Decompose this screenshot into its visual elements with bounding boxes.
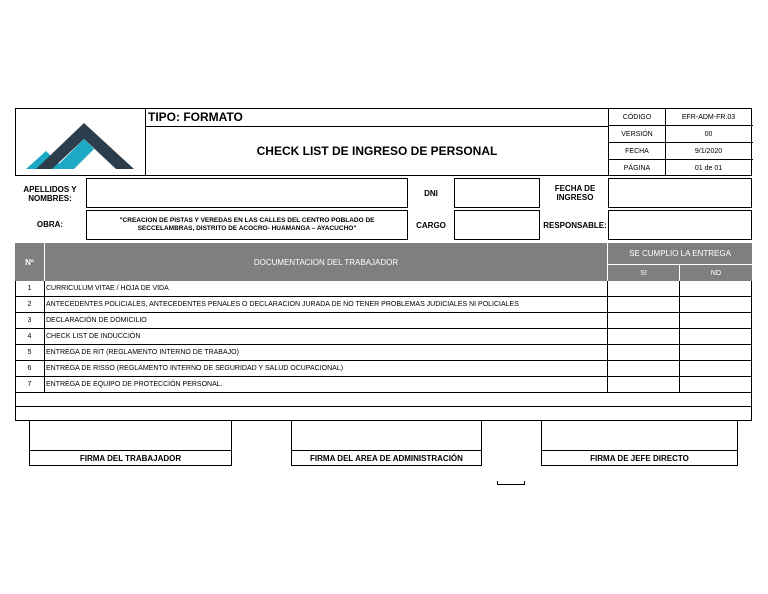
firma-administracion-box[interactable] (291, 420, 482, 466)
no-cell[interactable] (679, 297, 752, 312)
apellidos-field[interactable] (86, 178, 408, 208)
no-cell[interactable] (679, 377, 752, 392)
table-row (15, 313, 752, 329)
row-number: 5 (27, 349, 32, 356)
meta-table (608, 108, 752, 176)
row-text: CURRICULUM VITAE / HOJA DE VIDA (44, 281, 607, 296)
table-left-edge (15, 281, 16, 421)
dni-label: DNI (424, 188, 438, 198)
no-cell[interactable] (679, 281, 752, 296)
page-title: CHECK LIST DE INGRESO DE PERSONAL (256, 144, 498, 158)
obra-field[interactable] (86, 210, 408, 240)
obra-label: OBRA: (36, 219, 64, 229)
page-mark (497, 481, 525, 485)
responsable-field[interactable] (608, 210, 752, 240)
table-right-edge (751, 281, 752, 421)
apellidos-label: APELLIDOS Y NOMBRES: (23, 185, 77, 203)
cargo-field[interactable] (454, 210, 540, 240)
responsable-label: RESPONSABLE: (543, 220, 607, 230)
row-text: ENTREGA DE RISSO (REGLAMENTO INTERNO DE SEGURIDAD Y SALUD OCUPACIONAL) (44, 361, 607, 376)
row-number: 2 (27, 301, 32, 308)
row-text: DECLARACIÓN DE DOMICILIO (44, 313, 607, 328)
table-row (15, 281, 752, 297)
meta-value: 00 (704, 130, 713, 138)
meta-row (609, 160, 753, 176)
meta-row (609, 109, 753, 126)
row-text: ANTECEDENTES POLICIALES, ANTECEDENTES PENALES O DECLARACION JURADA DE NO TENER PROBLEMAS JUDICIALES NI POLICIALES (44, 297, 607, 312)
firma-trabajador-label: FIRMA DEL TRABAJADOR (79, 454, 182, 463)
col-si-header: SI (608, 265, 679, 281)
si-cell[interactable] (607, 377, 679, 392)
si-cell[interactable] (607, 297, 679, 312)
row-number: 1 (27, 285, 32, 292)
cargo-label: CARGO (416, 220, 446, 230)
table-row (15, 377, 752, 393)
table-row (15, 297, 752, 313)
no-cell[interactable] (679, 313, 752, 328)
table-row (15, 329, 752, 345)
col-doc-header: DOCUMENTACION DEL TRABAJADOR (45, 243, 607, 281)
meta-value: 9/1/2020 (694, 147, 723, 155)
meta-row (609, 143, 753, 160)
no-cell[interactable] (679, 329, 752, 344)
no-cell[interactable] (679, 361, 752, 376)
row-text: CHECK LIST DE INDUCCIÓN (44, 329, 607, 344)
si-cell[interactable] (607, 281, 679, 296)
meta-label: CÓDIGO (609, 109, 666, 125)
firma-trabajador-box[interactable] (29, 420, 232, 466)
meta-label: VERSIÓN (609, 126, 666, 142)
firma-jefe-label: FIRMA DE JEFE DIRECTO (590, 454, 689, 463)
firma-jefe-box[interactable] (541, 420, 738, 466)
si-cell[interactable] (607, 329, 679, 344)
col-entrega-header: SE CUMPLIO LA ENTREGA (608, 243, 752, 264)
obra-value: "CREACION DE PISTAS Y VEREDAS EN LAS CALLES DEL CENTRO POBLADO DE SECCELAMBRAS, DISTRITO DE ACOCRO- HUAMANGA – AYACUCHO" (119, 217, 375, 232)
title-frame (146, 108, 608, 176)
row-text: ENTREGA DE EQUIPO DE PROTECCIÓN PERSONAL. (44, 377, 607, 392)
row-number: 7 (27, 381, 32, 388)
si-cell[interactable] (607, 345, 679, 360)
meta-row (609, 126, 753, 143)
logo-box (15, 108, 146, 176)
meta-value: 01 de 01 (694, 164, 723, 172)
fecha-ingreso-label: FECHA DE INGRESO (554, 184, 596, 202)
firma-administracion-label: FIRMA DEL AREA DE ADMINISTRACIÓN (310, 454, 463, 463)
row-number: 3 (27, 317, 32, 324)
row-number: 4 (27, 333, 32, 340)
meta-label: FECHA (609, 143, 666, 159)
table-row (15, 345, 752, 361)
table-row (15, 361, 752, 377)
si-cell[interactable] (607, 313, 679, 328)
col-n-header: Nº (15, 243, 44, 281)
company-logo (16, 109, 147, 177)
meta-label: PÁGINA (609, 160, 666, 176)
si-cell[interactable] (607, 361, 679, 376)
table-row-empty (15, 393, 752, 407)
row-text: ENTREGA DE RIT (REGLAMENTO INTERNO DE TRABAJO) (44, 345, 607, 360)
tipo-label: TIPO: FORMATO (148, 110, 243, 124)
fecha-ingreso-field[interactable] (608, 178, 752, 208)
meta-value: EFR-ADM-FR.03 (681, 113, 736, 121)
row-number: 6 (27, 365, 32, 372)
dni-field[interactable] (454, 178, 540, 208)
no-cell[interactable] (679, 345, 752, 360)
col-no-header: NO (680, 265, 752, 281)
